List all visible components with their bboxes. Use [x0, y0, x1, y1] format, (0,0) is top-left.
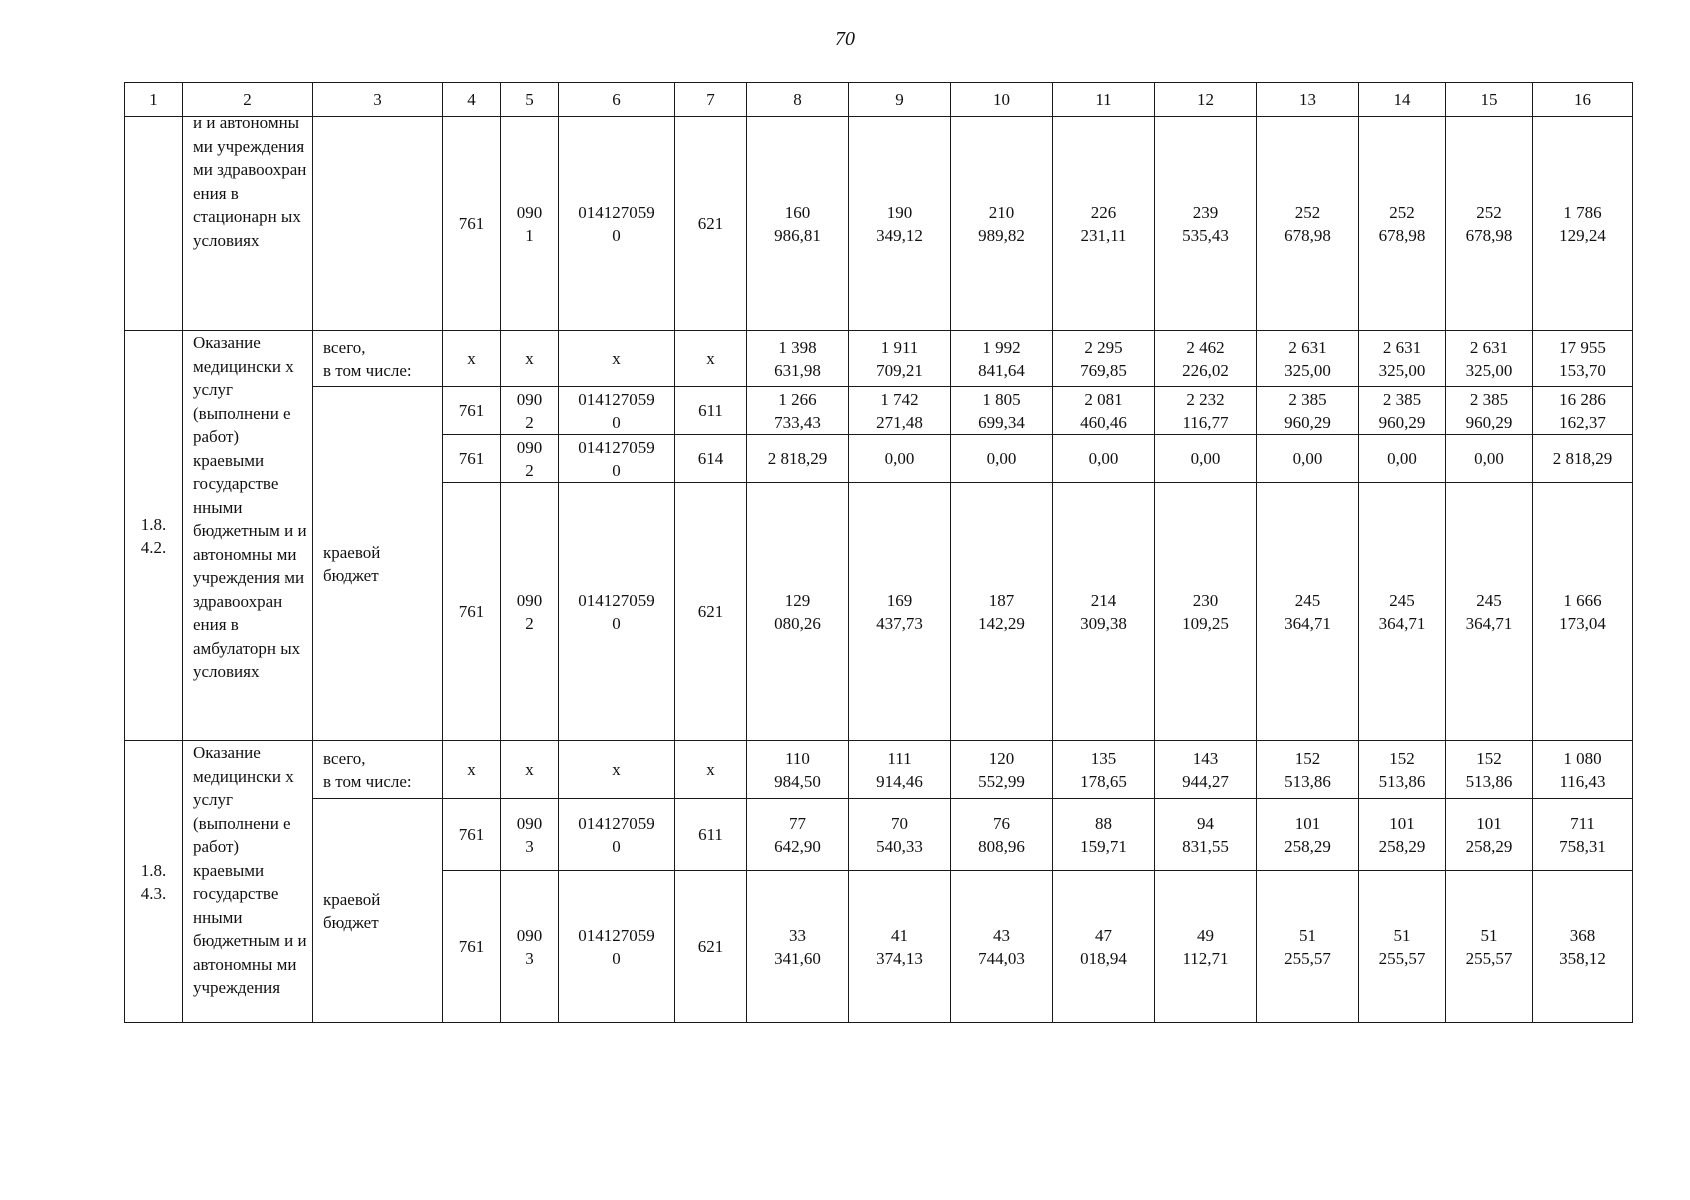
column-number-header: 10 [951, 83, 1053, 117]
amount-cell: 110 984,50 [747, 741, 849, 799]
amount-cell: 77 642,90 [747, 799, 849, 871]
amount-cell: 16 286 162,37 [1533, 387, 1633, 435]
amount-cell: 51 255,57 [1359, 871, 1446, 1023]
column-number-header: 5 [501, 83, 559, 117]
amount-cell: 230 109,25 [1155, 483, 1257, 741]
amount-cell: 70 540,33 [849, 799, 951, 871]
amount-cell: 129 080,26 [747, 483, 849, 741]
column-number-header: 13 [1257, 83, 1359, 117]
column-number-header: 14 [1359, 83, 1446, 117]
column-number-header: 1 [125, 83, 183, 117]
amount-cell: 252 678,98 [1446, 117, 1533, 331]
amount-cell: 1 266 733,43 [747, 387, 849, 435]
amount-cell: 214 309,38 [1053, 483, 1155, 741]
column-number-header: 3 [313, 83, 443, 117]
budget-source-cell: краевой бюджет [313, 799, 443, 1023]
amount-cell: 1 992 841,64 [951, 331, 1053, 387]
amount-cell: 1 805 699,34 [951, 387, 1053, 435]
amount-cell: 245 364,71 [1359, 483, 1446, 741]
amount-cell: 1 080 116,43 [1533, 741, 1633, 799]
table-row [125, 387, 1633, 435]
amount-cell: 88 159,71 [1053, 799, 1155, 871]
amount-cell: 152 513,86 [1446, 741, 1533, 799]
column-number-header: 16 [1533, 83, 1633, 117]
section-code-cell: 090 2 [501, 387, 559, 435]
budget-table-wrapper [124, 82, 1633, 1023]
target-code-cell: х [559, 331, 675, 387]
amount-cell: 51 255,57 [1446, 871, 1533, 1023]
amount-cell: 368 358,12 [1533, 871, 1633, 1023]
budget-code-cell: 761 [443, 117, 501, 331]
budget-code-cell: 761 [443, 871, 501, 1023]
amount-cell: 2 385 960,29 [1257, 387, 1359, 435]
expense-type-cell: 611 [675, 799, 747, 871]
amount-cell: 0,00 [1053, 435, 1155, 483]
budget-code-cell: 761 [443, 799, 501, 871]
expense-type-cell: 621 [675, 483, 747, 741]
amount-cell: 2 385 960,29 [1359, 387, 1446, 435]
column-number-header: 12 [1155, 83, 1257, 117]
amount-cell: 187 142,29 [951, 483, 1053, 741]
budget-code-cell: х [443, 741, 501, 799]
amount-cell: 1 786 129,24 [1533, 117, 1633, 331]
expense-type-cell: 621 [675, 871, 747, 1023]
amount-cell: 152 513,86 [1359, 741, 1446, 799]
amount-cell: 1 742 271,48 [849, 387, 951, 435]
amount-cell: 0,00 [1446, 435, 1533, 483]
target-code-cell: 014127059 0 [559, 435, 675, 483]
amount-cell: 120 552,99 [951, 741, 1053, 799]
amount-cell: 210 989,82 [951, 117, 1053, 331]
table-body [125, 83, 1633, 1023]
amount-cell: 101 258,29 [1359, 799, 1446, 871]
section-code-cell: 090 2 [501, 483, 559, 741]
target-code-cell: 014127059 0 [559, 117, 675, 331]
item-number-cell [125, 117, 183, 331]
amount-cell: 17 955 153,70 [1533, 331, 1633, 387]
amount-cell: 245 364,71 [1257, 483, 1359, 741]
column-number-header: 11 [1053, 83, 1155, 117]
amount-cell: 0,00 [1155, 435, 1257, 483]
amount-cell: 169 437,73 [849, 483, 951, 741]
amount-cell: 2 631 325,00 [1359, 331, 1446, 387]
amount-cell: 1 398 631,98 [747, 331, 849, 387]
column-number-header: 7 [675, 83, 747, 117]
amount-cell: 143 944,27 [1155, 741, 1257, 799]
amount-cell: 2 385 960,29 [1446, 387, 1533, 435]
amount-cell: 2 081 460,46 [1053, 387, 1155, 435]
budget-table [124, 82, 1633, 1023]
amount-cell: 1 911 709,21 [849, 331, 951, 387]
amount-cell: 101 258,29 [1257, 799, 1359, 871]
expense-type-cell: 621 [675, 117, 747, 331]
column-number-header: 9 [849, 83, 951, 117]
amount-cell: 101 258,29 [1446, 799, 1533, 871]
section-code-cell: х [501, 331, 559, 387]
expense-type-cell: х [675, 741, 747, 799]
amount-cell: 252 678,98 [1257, 117, 1359, 331]
section-code-cell: х [501, 741, 559, 799]
amount-cell: 152 513,86 [1257, 741, 1359, 799]
amount-cell: 2 232 116,77 [1155, 387, 1257, 435]
expense-type-cell: х [675, 331, 747, 387]
column-number-header: 2 [183, 83, 313, 117]
section-code-cell: 090 3 [501, 799, 559, 871]
amount-cell: 49 112,71 [1155, 871, 1257, 1023]
expense-type-cell: 614 [675, 435, 747, 483]
column-number-header: 4 [443, 83, 501, 117]
amount-cell: 111 914,46 [849, 741, 951, 799]
budget-code-cell: 761 [443, 483, 501, 741]
target-code-cell: 014127059 0 [559, 483, 675, 741]
section-code-cell: 090 3 [501, 871, 559, 1023]
target-code-cell: 014127059 0 [559, 387, 675, 435]
description-cell: Оказание медицински х услуг (выполнени е работ) краевыми государстве нными бюджетным и и автономны ми учреждения [183, 741, 313, 1023]
amount-cell: 2 818,29 [747, 435, 849, 483]
amount-cell: 76 808,96 [951, 799, 1053, 871]
amount-cell: 0,00 [849, 435, 951, 483]
source-cell [313, 117, 443, 331]
section-code-cell: 090 1 [501, 117, 559, 331]
table-row [125, 799, 1633, 871]
target-code-cell: 014127059 0 [559, 871, 675, 1023]
amount-cell: 43 744,03 [951, 871, 1053, 1023]
amount-cell: 2 818,29 [1533, 435, 1633, 483]
amount-cell: 2 462 226,02 [1155, 331, 1257, 387]
description-cell [183, 113, 313, 331]
column-number-header: 6 [559, 83, 675, 117]
target-code-cell: х [559, 741, 675, 799]
amount-cell: 51 255,57 [1257, 871, 1359, 1023]
amount-cell: 47 018,94 [1053, 871, 1155, 1023]
table-row [125, 331, 1633, 387]
amount-cell: 1 666 173,04 [1533, 483, 1633, 741]
page-number: 70 [835, 28, 855, 50]
amount-cell: 135 178,65 [1053, 741, 1155, 799]
amount-cell: 2 295 769,85 [1053, 331, 1155, 387]
amount-cell: 0,00 [951, 435, 1053, 483]
column-number-header: 8 [747, 83, 849, 117]
item-number-cell: 1.8. 4.3. [125, 741, 183, 1023]
amount-cell: 33 341,60 [747, 871, 849, 1023]
item-number-cell: 1.8. 4.2. [125, 331, 183, 741]
section-code-cell: 090 2 [501, 435, 559, 483]
budget-code-cell: 761 [443, 387, 501, 435]
amount-cell: 2 631 325,00 [1257, 331, 1359, 387]
amount-cell: 711 758,31 [1533, 799, 1633, 871]
total-label-cell: всего, в том числе: [313, 331, 443, 387]
header-row [125, 83, 1633, 117]
amount-cell: 0,00 [1359, 435, 1446, 483]
budget-source-cell: краевой бюджет [313, 387, 443, 741]
amount-cell: 239 535,43 [1155, 117, 1257, 331]
amount-cell: 41 374,13 [849, 871, 951, 1023]
amount-cell: 160 986,81 [747, 117, 849, 331]
amount-cell: 226 231,11 [1053, 117, 1155, 331]
target-code-cell: 014127059 0 [559, 799, 675, 871]
expense-type-cell: 611 [675, 387, 747, 435]
table-row [125, 741, 1633, 799]
amount-cell: 245 364,71 [1446, 483, 1533, 741]
amount-cell: 252 678,98 [1359, 117, 1446, 331]
amount-cell: 190 349,12 [849, 117, 951, 331]
table-row [125, 117, 1633, 331]
description-text: и и автономны ми учреждения ми здравоохран ения в стационарн ых условиях [193, 113, 307, 250]
amount-cell: 2 631 325,00 [1446, 331, 1533, 387]
amount-cell: 94 831,55 [1155, 799, 1257, 871]
description-cell: Оказание медицински х услуг (выполнени е работ) краевыми государстве нными бюджетным и и автономны ми учреждения ми здравоохран ения в амбулаторн ых условиях [183, 331, 313, 741]
total-label-cell: всего, в том числе: [313, 741, 443, 799]
column-number-header: 15 [1446, 83, 1533, 117]
budget-code-cell: 761 [443, 435, 501, 483]
budget-code-cell: х [443, 331, 501, 387]
amount-cell: 0,00 [1257, 435, 1359, 483]
